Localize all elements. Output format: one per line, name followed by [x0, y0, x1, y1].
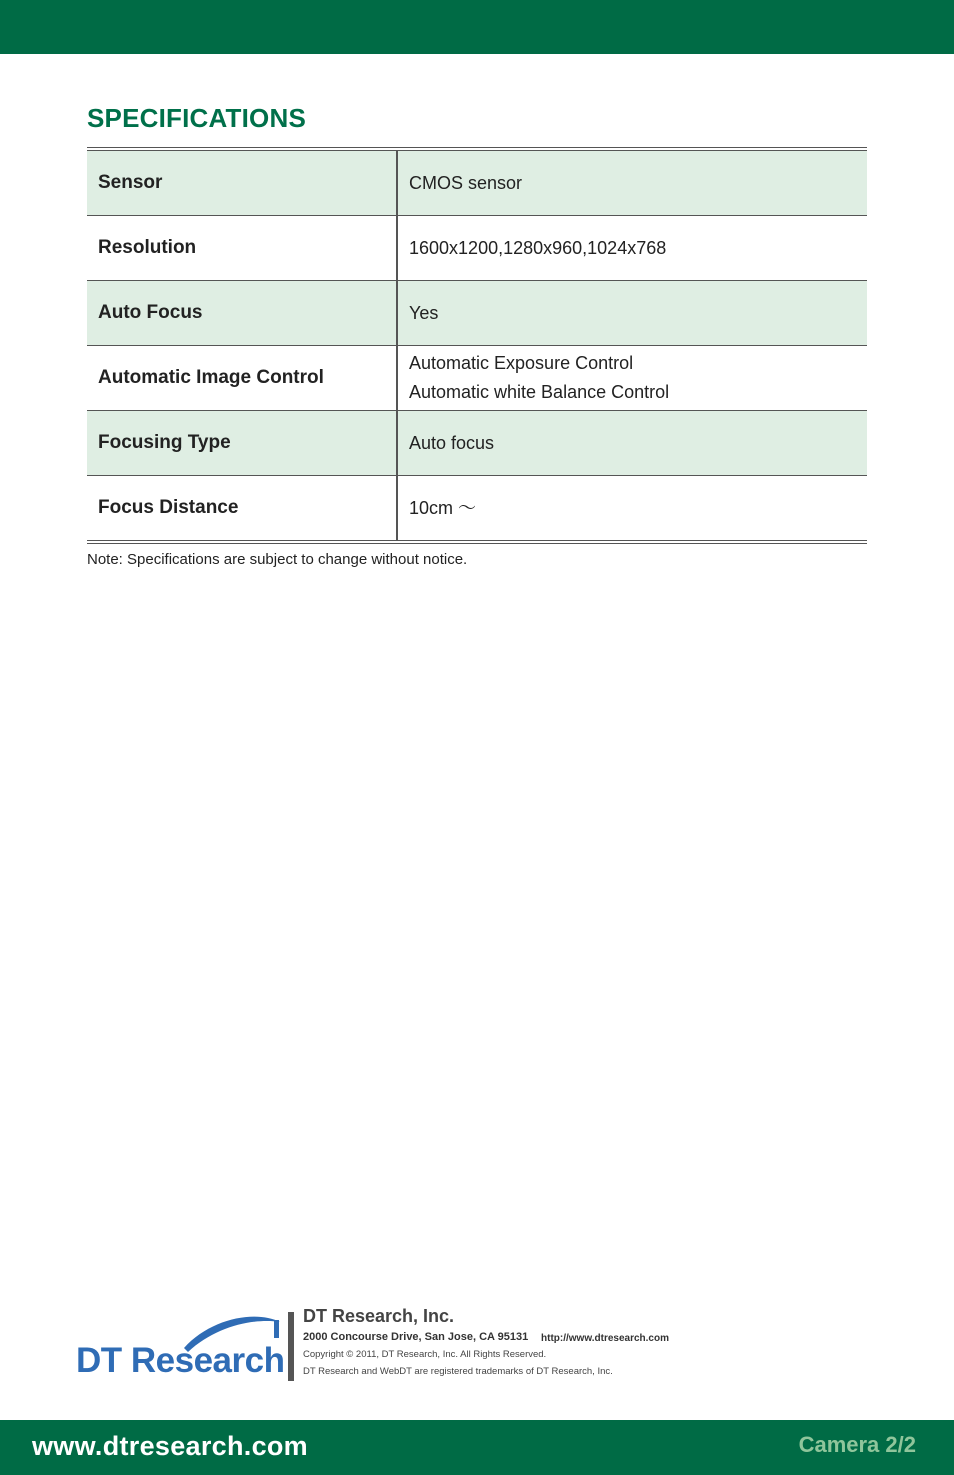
company-address: 2000 Concourse Drive, San Jose, CA 95131: [303, 1331, 529, 1343]
spec-value-line: Automatic white Balance Control: [409, 382, 670, 402]
spec-value: [398, 151, 867, 215]
page-indicator: Camera 2/2: [798, 1432, 916, 1457]
table-row: [87, 281, 867, 346]
spec-value: [398, 411, 867, 475]
table-row: [87, 346, 867, 411]
spec-value: [398, 216, 867, 280]
dt-research-logo: [76, 1312, 286, 1378]
spec-value: [398, 346, 867, 410]
spec-label: Focus Distance: [87, 476, 398, 540]
company-url[interactable]: http://www.dtresearch.com: [541, 1333, 669, 1344]
spec-label: Auto Focus: [87, 281, 398, 345]
logo-dot: [274, 1320, 279, 1338]
table-row: [87, 411, 867, 476]
logo-wordmark: DT Research: [76, 1341, 285, 1378]
spec-value: [398, 281, 867, 345]
table-row: [87, 216, 867, 281]
spec-label: Resolution: [87, 216, 398, 280]
spec-value-line: 1600x1200,1280x960,1024x768: [409, 237, 667, 258]
page-title: SPECIFICATIONS: [87, 103, 307, 133]
copyright-text: Copyright © 2011, DT Research, Inc. All Rights Reserved.: [303, 1349, 547, 1360]
spec-value-line: CMOS sensor: [409, 172, 523, 193]
spec-value-line: Auto focus: [409, 432, 495, 453]
spec-value-line: Automatic Exposure Control: [409, 353, 634, 373]
spec-value-line: 10cm ～: [409, 497, 477, 518]
trademark-text: DT Research and WebDT are registered trademarks of DT Research, Inc.: [303, 1366, 613, 1377]
spec-value: [398, 476, 867, 540]
spec-label: Sensor: [87, 151, 398, 215]
company-name: DT Research, Inc.: [303, 1306, 455, 1326]
top-banner: [0, 0, 954, 54]
specifications-note: Note: Specifications are subject to change without notice.: [87, 551, 468, 568]
spec-label: Automatic Image Control: [87, 346, 398, 410]
table-row: [87, 476, 867, 540]
specifications-table: [87, 147, 867, 544]
website-link[interactable]: www.dtresearch.com: [32, 1431, 308, 1461]
table-row: [87, 151, 867, 216]
spec-label: Focusing Type: [87, 411, 398, 475]
spec-value-line: Yes: [409, 302, 439, 323]
footer-divider: [288, 1312, 294, 1381]
